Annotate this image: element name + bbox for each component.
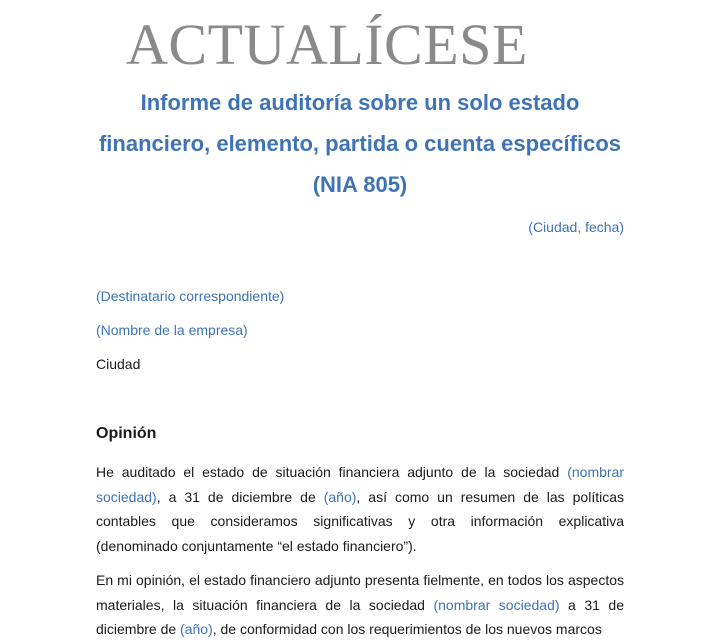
recipient-placeholder: (Destinatario correspondiente) (96, 288, 285, 304)
city-date-placeholder: (Ciudad, fecha) (528, 219, 624, 235)
year-placeholder: (año) (180, 621, 213, 637)
company-name-placeholder: (nombrar sociedad) (433, 596, 560, 613)
actualicese-logo: ACTUALÍCESE (126, 12, 528, 77)
section-heading-opinion: Opinión (96, 425, 157, 442)
paragraph-audit-scope (96, 460, 624, 558)
year-placeholder: (año) (323, 488, 357, 505)
company-name-placeholder: (Nombre de la empresa) (96, 322, 248, 338)
city-line: Ciudad (96, 356, 141, 372)
paragraph-text: , así como un resumen de las políticas contables que consideramos significativas y otra información explicativa (denominado conjuntamente “el estado financiero”). (96, 488, 624, 554)
paragraph-text: En mi opinión, el estado financiero adjunto presenta fielmente, en todos los aspectos materiales, la situación financiera de la sociedad (96, 572, 624, 613)
paragraph-text: He auditado el estado de situación financiera adjunto de la sociedad (96, 464, 568, 480)
paragraph-text: , a 31 de diciembre de (156, 488, 324, 505)
paragraph-text: a 31 de diciembre de (96, 596, 625, 637)
paragraph-text: , de conformidad con los requerimientos de los nuevos marcos (212, 621, 602, 637)
company-name-placeholder: (nombrar sociedad) (96, 464, 624, 505)
paragraph-opinion (96, 568, 624, 642)
document-title: Informe de auditoría sobre un solo estado financiero, elemento, partida o cuenta específicos (NIA 805) (98, 90, 622, 197)
